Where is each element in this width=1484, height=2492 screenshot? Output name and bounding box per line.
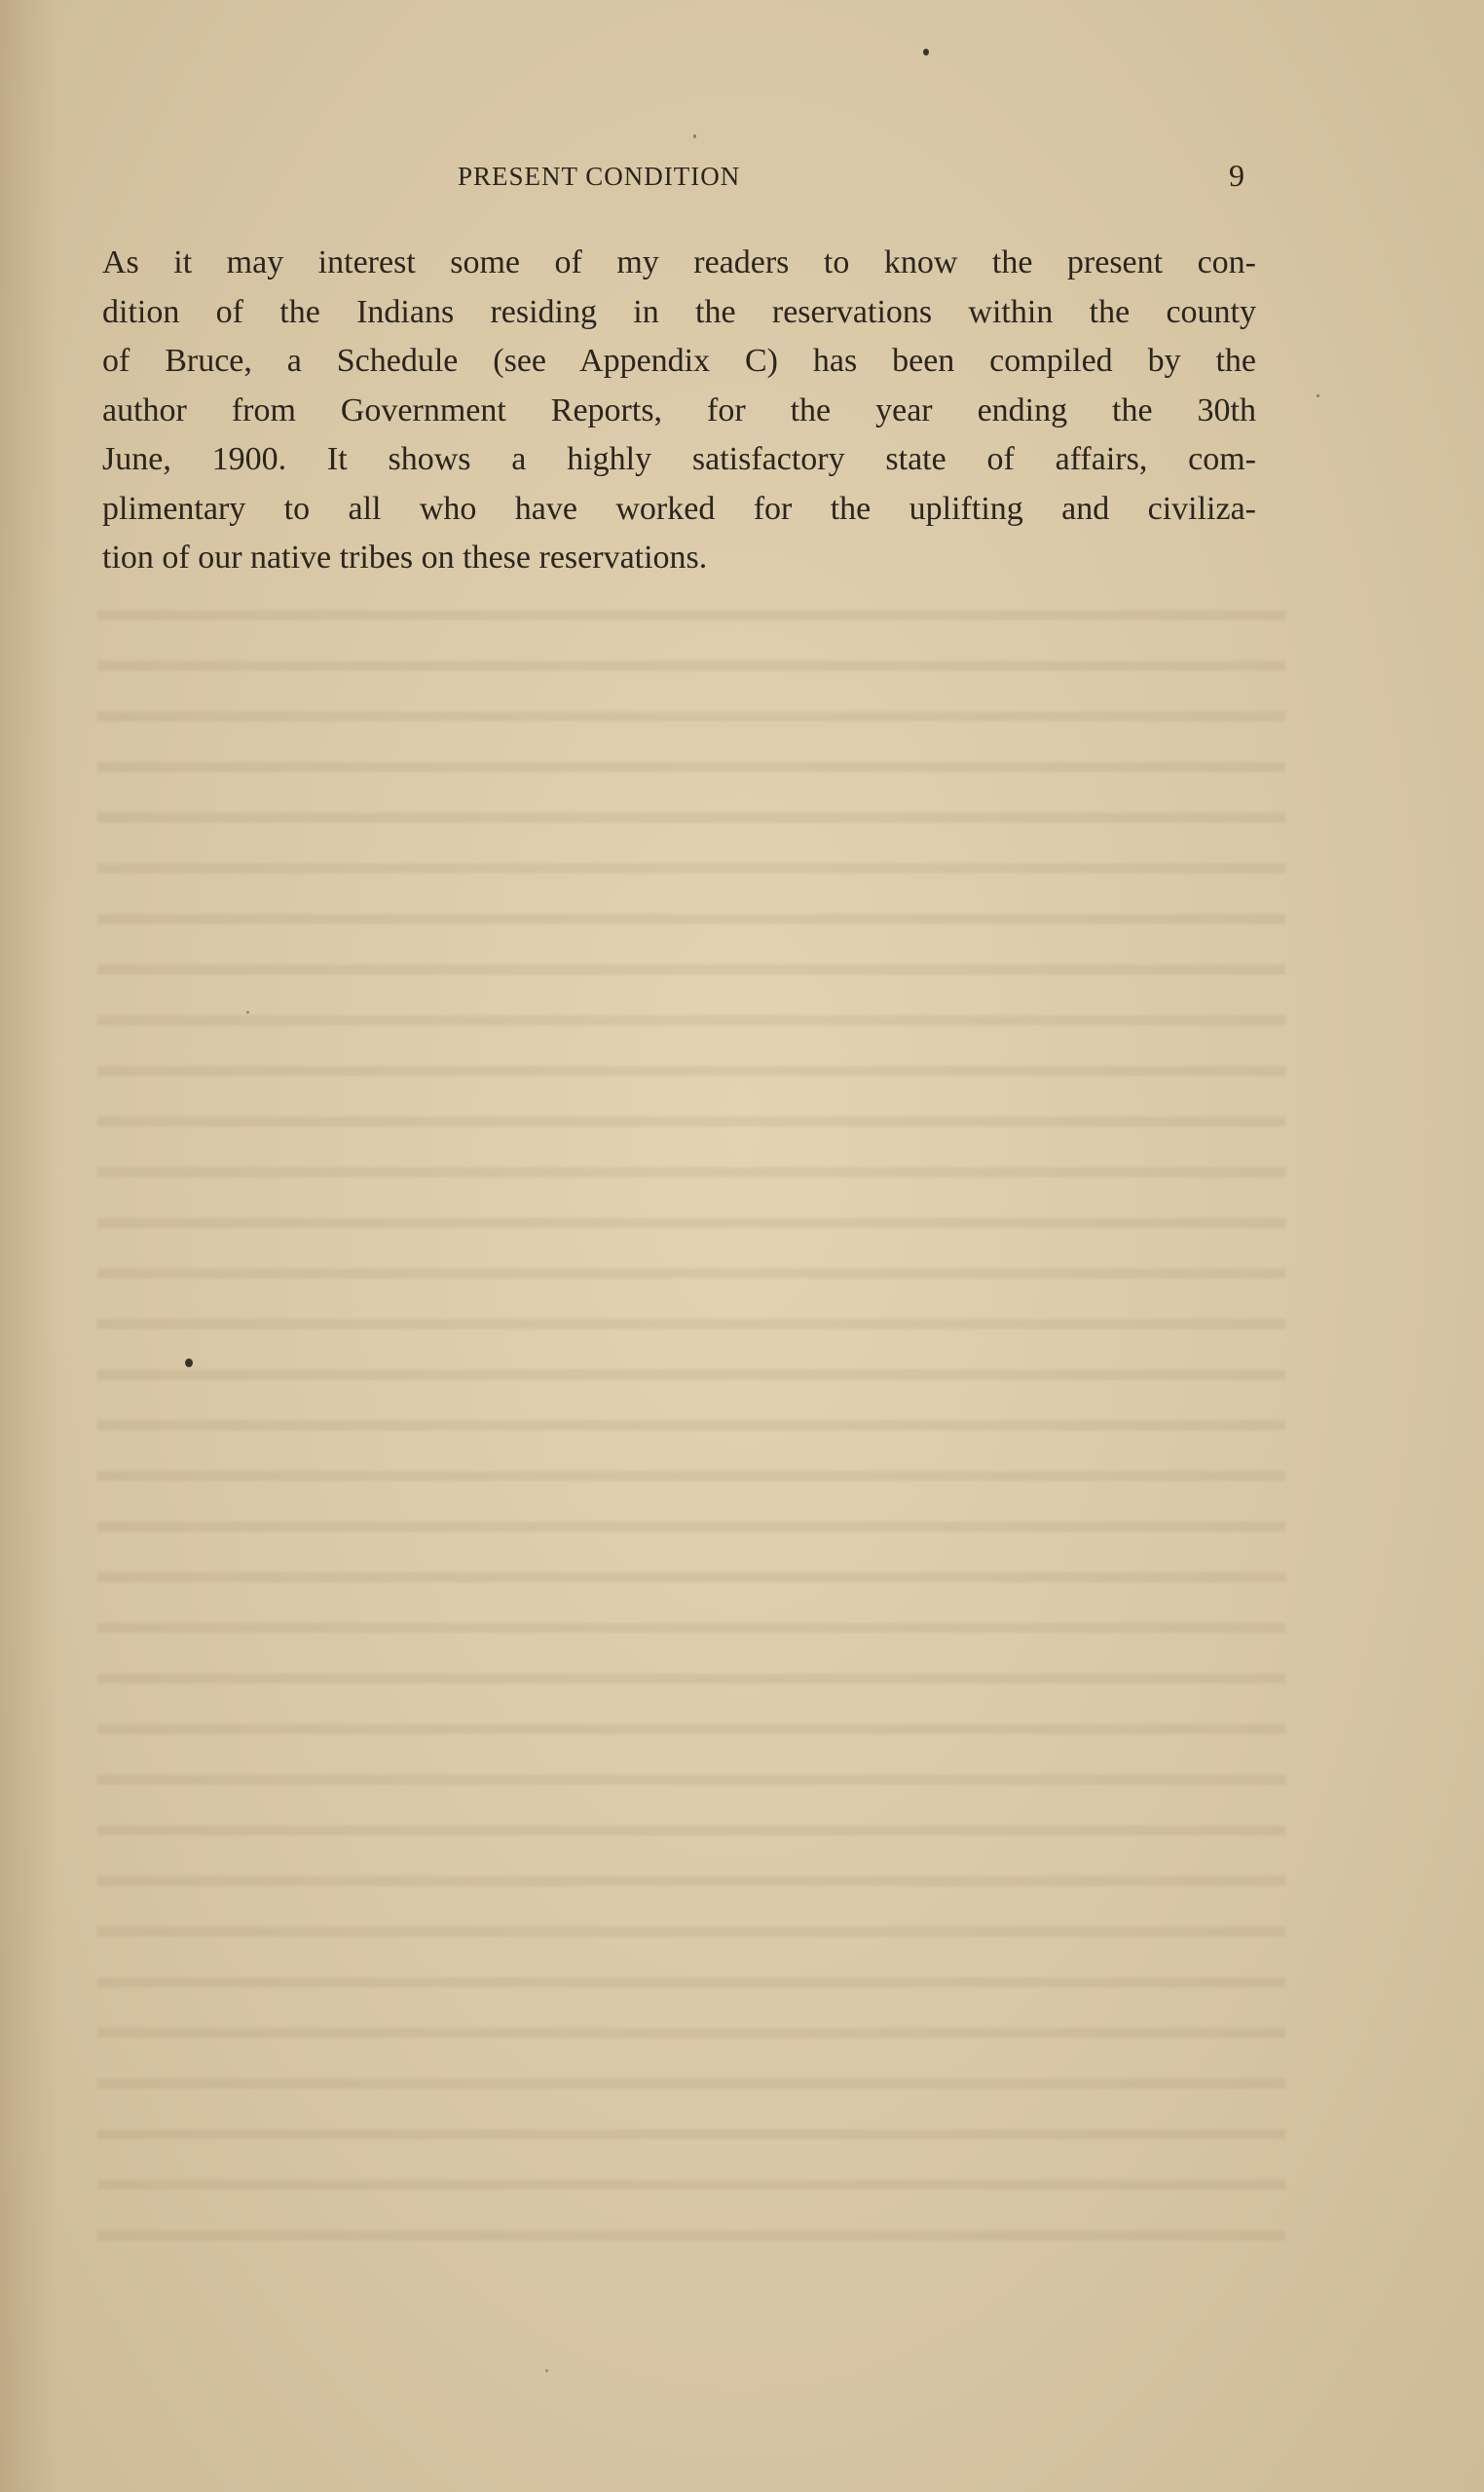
- paper-speck: [923, 49, 929, 56]
- page-edge-shadow: [0, 0, 58, 2492]
- paper-speck: [246, 1011, 249, 1014]
- paper-speck: [1317, 394, 1319, 397]
- running-head: [0, 158, 1484, 201]
- running-title: PRESENT CONDITION: [458, 162, 741, 191]
- body-paragraph: [102, 239, 1256, 583]
- text-line: plimentary to all who have worked for the uplifting and civiliza-: [102, 490, 1256, 527]
- page-number: 9: [1229, 158, 1244, 193]
- text-line: author from Government Reports, for the year ending the 30th: [102, 391, 1256, 428]
- reverse-side-bleed-through: [97, 584, 1285, 2259]
- text-line: of Bruce, a Schedule (see Appendix C) has been compiled by the: [102, 343, 1256, 379]
- paper-speck: [693, 134, 696, 138]
- text-line: As it may interest some of my readers to know the present con-: [102, 244, 1256, 280]
- paper-speck: [545, 2369, 548, 2372]
- paper-speck: [185, 1358, 193, 1367]
- text-line: dition of the Indians residing in the reservations within the county: [102, 293, 1256, 330]
- text-line: June, 1900. It shows a highly satisfactory state of affairs, com-: [102, 441, 1256, 477]
- text-line: tion of our native tribes on these reservations.: [102, 539, 708, 576]
